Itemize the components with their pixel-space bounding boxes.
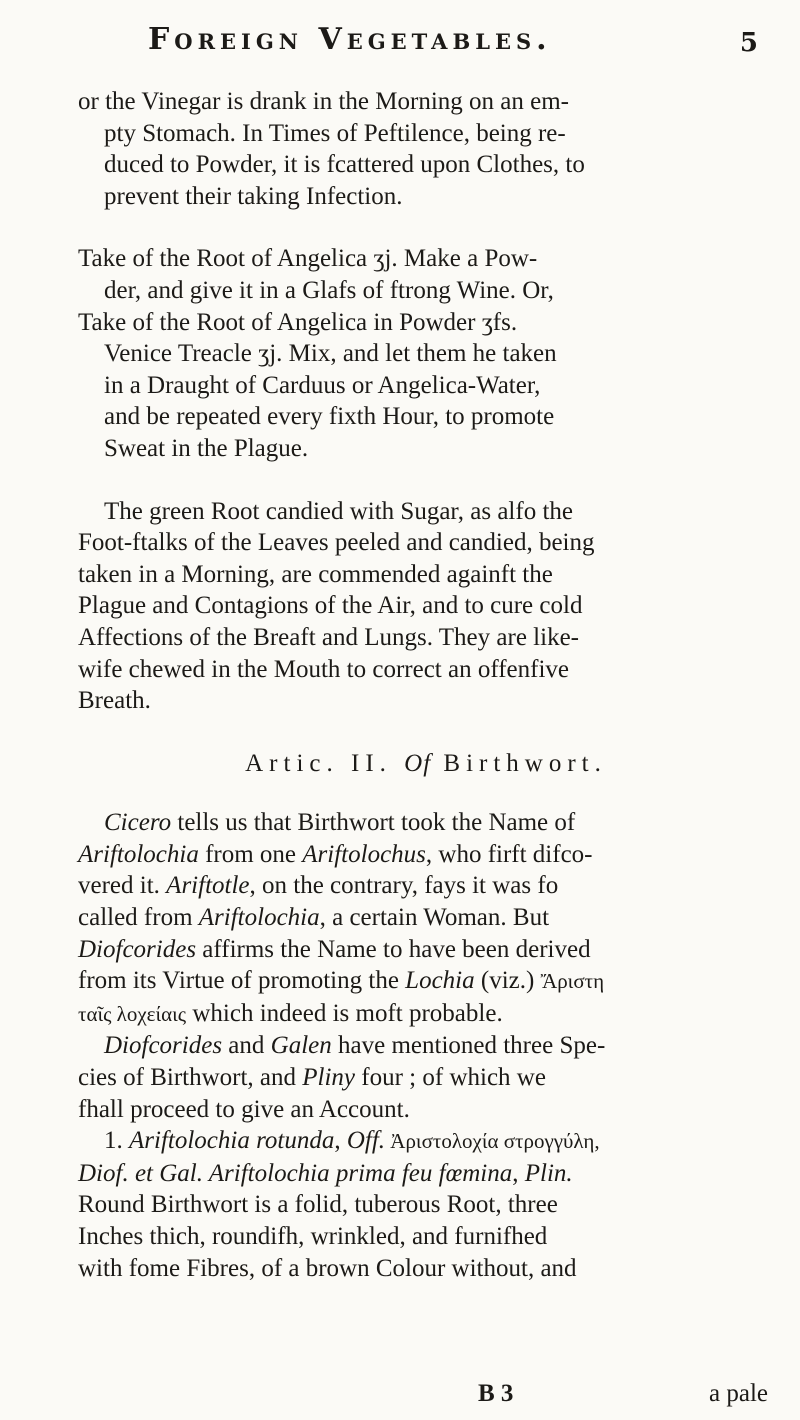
- text-line: pty Stomach. In Times of Peftilence, being re-: [104, 119, 566, 147]
- text-line: Affections of the Breaft and Lungs. They are like-: [78, 623, 579, 651]
- text-line: fhall proceed to give an Account.: [78, 1095, 410, 1123]
- text-line: with fome Fibres, of a brown Colour without, and: [78, 1254, 577, 1282]
- text-line: Take of the Root of Angelica in Powder ʒfs.: [78, 308, 518, 336]
- running-title: Foreign Vegetables.: [148, 22, 552, 57]
- paragraph-name-origin: [78, 807, 768, 1030]
- text-line: from its Virtue of promoting the Lochia (viz.) Ἄριστη: [78, 967, 605, 995]
- text-line: Inches thich, roundifh, wrinkled, and furnifhed: [78, 1223, 548, 1250]
- text-line: and be repeated every fixth Hour, to promote: [104, 403, 555, 431]
- text-line: Diof. et Gal. Ariftolochia prima feu fœmina, Plin.: [78, 1159, 573, 1187]
- page-footer: [78, 1380, 768, 1412]
- text-line: 1. Ariftolochia rotunda, Off. Ἀριστολοχία στρογγύλη,: [104, 1127, 600, 1155]
- text-line: Diofcorides affirms the Name to have been derived: [78, 935, 591, 963]
- page-header: [148, 22, 758, 72]
- text-line: Cicero tells us that Birthwort took the Name of: [104, 809, 576, 837]
- text-line: The green Root candied with Sugar, as alfo the: [104, 497, 573, 525]
- text-line: Ariftolochia from one Ariftolochus, who firft difco-: [78, 840, 593, 868]
- text-line: der, and give it in a Glafs of ftrong Wine. Or,: [104, 276, 554, 304]
- article-heading: [78, 748, 768, 780]
- text-line: Foot-ftalks of the Leaves peeled and candied, being: [78, 529, 595, 557]
- text-line: taken in a Morning, are commended againft the: [78, 560, 553, 588]
- text-line: Breath.: [78, 687, 151, 715]
- paragraph-candied-root: [78, 496, 768, 717]
- paragraph-recipe: [78, 243, 768, 464]
- text-line: vered it. Ariftotle, on the contrary, fays it was fo: [78, 872, 559, 900]
- text-line: Round Birthwort is a folid, tuberous Root, three: [78, 1191, 558, 1219]
- text-line: prevent their taking Infection.: [104, 182, 403, 210]
- paragraph-round-birthwort: [78, 1125, 768, 1284]
- signature-mark: B 3: [478, 1380, 514, 1407]
- text-line: or the Vinegar is drank in the Morning on an em-: [78, 88, 569, 115]
- text-line: wife chewed in the Mouth to correct an offenfive: [78, 655, 570, 683]
- paragraph-species: [78, 1030, 768, 1125]
- catchword: a pale: [709, 1380, 768, 1407]
- article-number: Artic. II.: [245, 749, 392, 777]
- text-line: Plague and Contagions of the Air, and to cure cold: [78, 592, 583, 620]
- text-line: Diofcorides and Galen have mentioned three Spe-: [104, 1032, 606, 1060]
- page-number: 5: [739, 28, 758, 58]
- text-line: ταῖς λοχείαις which indeed is moft probable.: [78, 999, 503, 1027]
- text-line: duced to Powder, it is fcattered upon Clothes, to: [104, 151, 585, 179]
- text-line: in a Draught of Carduus or Angelica-Water,: [104, 371, 541, 399]
- text-line: Venice Treacle ʒj. Mix, and let them he taken: [104, 340, 557, 368]
- paragraph-vinegar: [78, 86, 768, 212]
- text-line: called from Ariftolochia, a certain Woman. But: [78, 904, 550, 932]
- text-line: Sweat in the Plague.: [104, 434, 309, 462]
- text-line: Take of the Root of Angelica ʒj. Make a Pow-: [78, 245, 538, 273]
- body-text: [78, 86, 768, 1284]
- article-of: Of: [404, 749, 432, 777]
- text-line: cies of Birthwort, and Pliny four ; of which we: [78, 1064, 546, 1092]
- article-subject: Birthwort.: [443, 749, 607, 777]
